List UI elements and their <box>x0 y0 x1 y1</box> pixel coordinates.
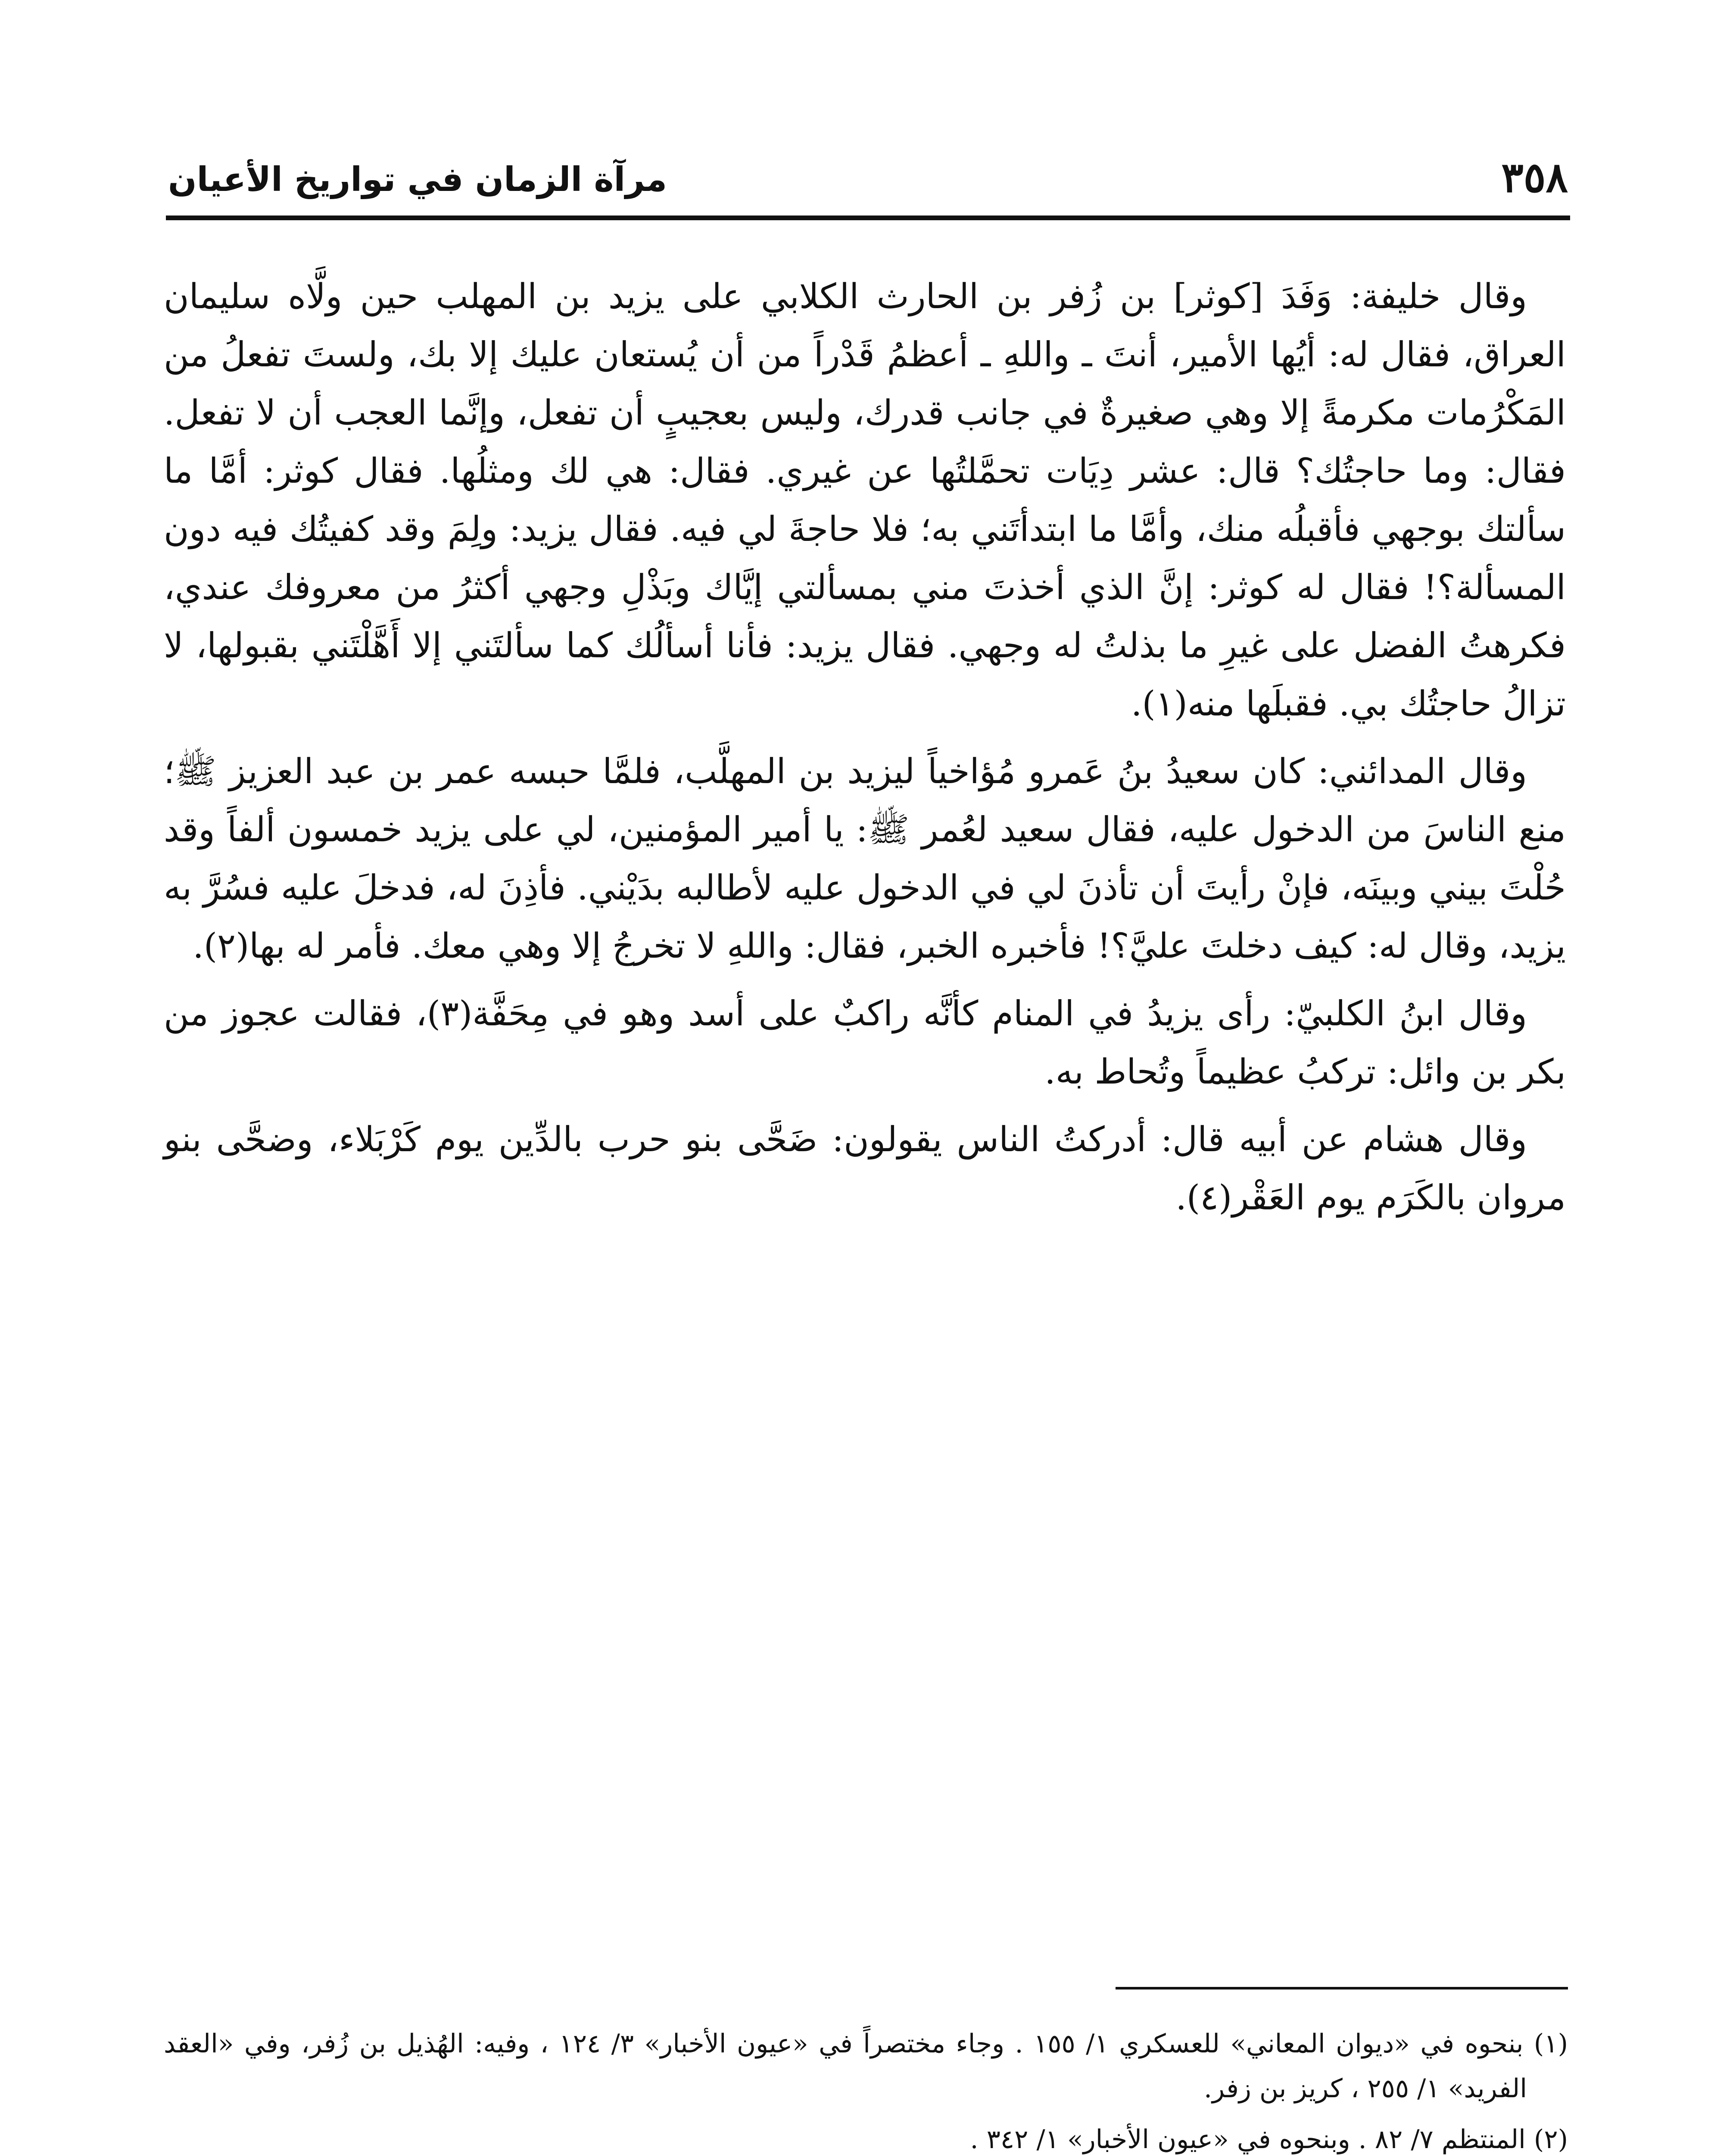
paragraph: وقال ابنُ الكلبيّ: رأى يزيدُ في المنام كأنَّه راكبٌ على أسد وهو في مِحَفَّة(٣)، فقالت عجوز من بكر بن وائل: تركبُ عظيماً وتُحاط به. <box>164 993 1566 1092</box>
paragraph: وقال هشام عن أبيه قال: أدركتُ الناس يقولون: ضَحَّى بنو حرب بالدِّين يوم كَرْبَلاء، وضحَّى بنو مروان بالكَرَم يوم العَقْر(٤). <box>164 1119 1566 1218</box>
paragraph: وقال المدائني: كان سعيدُ بنُ عَمرو مُؤاخياً ليزيد بن المهلَّب، فلمَّا حبسه عمر بن عبد العزيز ﷺ؛ منع الناسَ من الدخول عليه، فقال سعيد لعُمر ﷺ: يا أمير المؤمنين، لي على يزيد خمسون ألفاً وقد حُلْتَ بيني وبينَه، فإنْ رأيتَ أن تأذنَ لي في الدخول عليه لأطالبه بدَيْني. فأذِنَ له، فدخلَ عليه فسُرَّ به يزيد، وقال له: كيف دخلتَ عليَّ؟! فأخبره الخبر، فقال: واللهِ لا تخرجُ إلا وهي معك. فأمر له بها(٢). <box>164 751 1566 966</box>
main-text <box>164 267 1566 1236</box>
footnotes <box>164 2021 1568 2155</box>
paragraph: وقال خليفة: وَفَدَ [كوثر] بن زُفر بن الحارث الكلابي على يزيد بن المهلب حين ولَّاه سليمان العراق، فقال له: أيُها الأمير، أنتَ ـ واللهِ ـ أعظمُ قَدْراً من أن يُستعان عليك إلا بك، ولستَ تفعلُ من المَكْرُمات مكرمةً إلا وهي صغيرةٌ في جانب قدرك، وليس بعجيبٍ أن تفعل، وإنَّما العجب أن لا تفعل. فقال: وما حاجتُك؟ قال: عشر دِيَات تحمَّلتُها عن غيري. فقال: هي لك ومثلُها. فقال كوثر: أمَّا ما سألتك بوجهي فأقبلُه منك، وأمَّا ما ابتدأتَني به؛ فلا حاجةَ لي فيه. فقال يزيد: ولِمَ وقد كفيتُك فيه دون المسألة؟! فقال له كوثر: إنَّ الذي أخذتَ مني بمسألتي إيَّاك وبَذْلِ وجهي أكثرُ من معروفك عندي، فكرهتُ الفضل على غيرِ ما بذلتُ له وجهي. فقال يزيد: فأنا أسألُك كما سألتَني إلا أَهَّلْتَني بقبولها، لا تزالُ حاجتُك بي. فقبلَها منه(١). <box>164 276 1566 724</box>
footnote: (٢) المنتظم ٧/ ٨٢ . وبنحوه في «عيون الأخبار» ١/ ٣٤٢ . <box>970 2124 1568 2155</box>
running-title: مرآة الزمان في تواريخ الأعيان <box>168 160 667 199</box>
header-rule <box>166 216 1570 220</box>
footnote: (١) بنحوه في «ديوان المعاني» للعسكري ١/ ١٥٥ . وجاء مختصراً في «عيون الأخبار» ٣/ ١٢٤ ، وفيه: الهُذيل بن زُفر، وفي «العقد الفريد» ١/ ٢٥٥ ، كريز بن زفر. <box>164 2029 1568 2104</box>
footnote-separator <box>1116 1987 1568 1989</box>
page-number: ٣٥٨ <box>1501 153 1568 202</box>
page-header <box>168 138 1568 207</box>
